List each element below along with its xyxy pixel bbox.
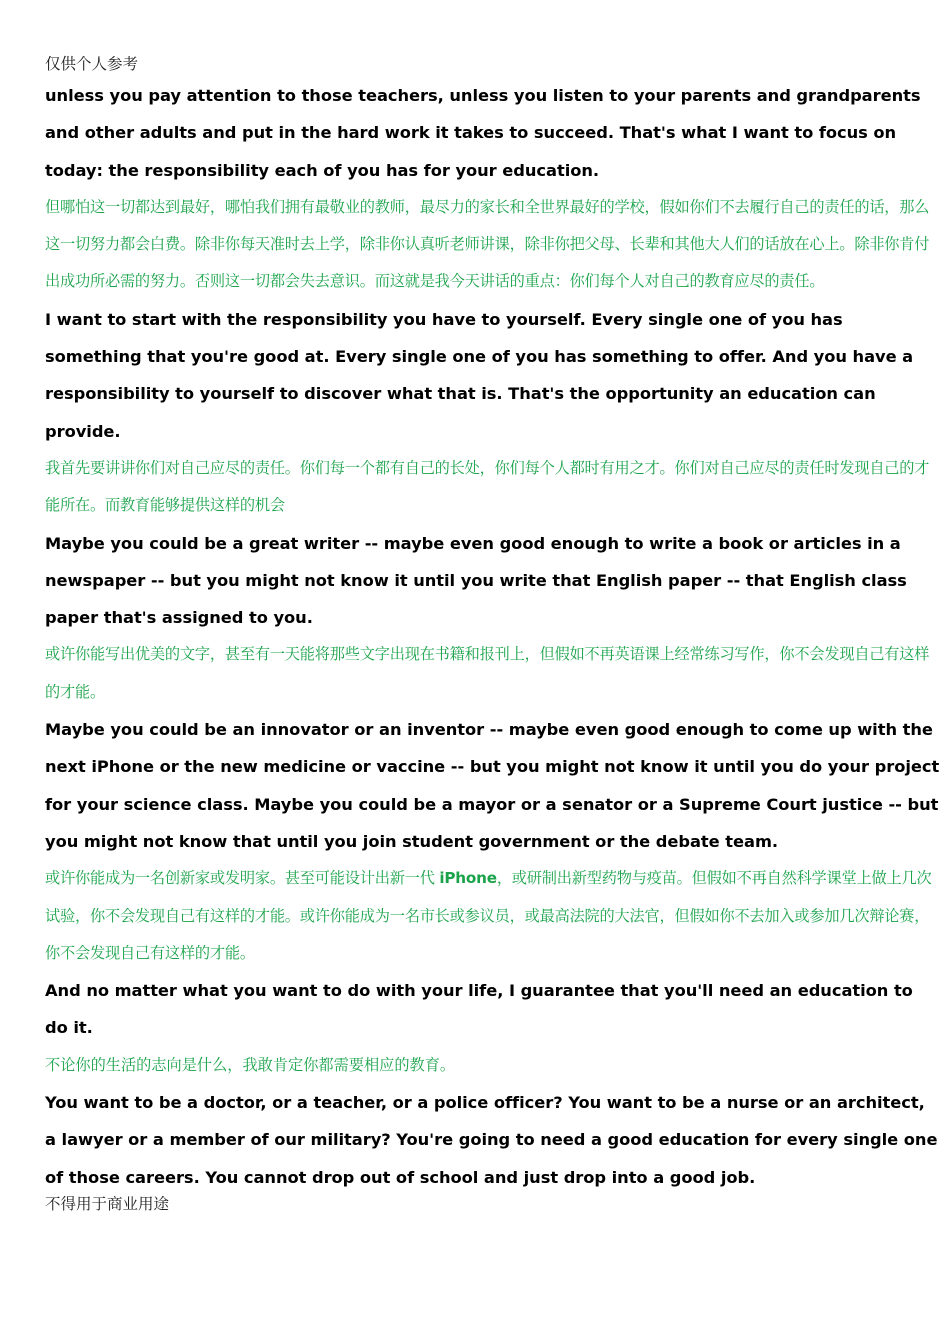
chinese-paragraph: 我首先要讲讲你们对自己应尽的责任。你们每一个都有自己的长处，你们每个人都时有用之才。你们对自己应尽的责任时发现自己的才能所在。而教育能够提供这样的机会 (45, 458, 930, 515)
chinese-text: ，或研制出新型药物与疫苗。但假如不再自然科学课堂上做上几次试验，你不会发现自己有这样的才能。或许你能成为一名市长或参议员，或最高法院的大法官，但假如你不去加入或参加几次辩论赛，你不会发现自己有这样的才能。 (45, 869, 932, 962)
page-footer: 不得用于商业用途 (45, 1194, 170, 1213)
page-header: 仅供个人参考 (45, 55, 139, 73)
english-paragraph: Maybe you could be an innovator or an inventor -- maybe even good enough to come up with the next iPhone or the new medicine or vaccine -- but you might not know it until you do your project for your science class. Maybe you could be a mayor or a senator or a Supreme Court justice -- but you might not know that until you join student government or the debate team. (45, 720, 940, 851)
iphone-term: iPhone (439, 869, 497, 888)
chinese-paragraph: 不论你的生活的志向是什么，我敢肯定你都需要相应的教育。 (45, 1055, 456, 1074)
chinese-paragraph (45, 860, 940, 972)
english-paragraph: And no matter what you want to do with your life, I guarantee that you'll need an education to do it. (45, 981, 913, 1038)
english-paragraph: You want to be a doctor, or a teacher, or a police officer? You want to be a nurse or an architect, a lawyer or a member of our military? You're going to need a good education for every single one of those careers. You cannot drop out of school and just drop into a good job. (45, 1093, 938, 1187)
chinese-text: 或许你能成为一名创新家或发明家。甚至可能设计出新一代 (45, 869, 440, 888)
english-paragraph: Maybe you could be a great writer -- maybe even good enough to write a book or articles in a newspaper -- but you might not know it until you write that English paper -- that English class paper that's assigned to you. (45, 533, 907, 628)
document-page (45, 52, 940, 1216)
chinese-paragraph: 但哪怕这一切都达到最好，哪怕我们拥有最敬业的教师，最尽力的家长和全世界最好的学校，假如你们不去履行自己的责任的话，那么这一切努力都会白费。除非你每天准时去上学，除非你认真听老师讲课，除非你把父母、长辈和其他大人们的话放在心上。除非你肯付出成功所必需的努力。否则这一切都会失去意识。而这就是我今天讲话的重点：你们每个人对自己的教育应尽的责任。 (45, 197, 930, 291)
chinese-paragraph: 或许你能写出优美的文字，甚至有一天能将那些文字出现在书籍和报刊上，但假如不再英语课上经常练习写作，你不会发现自己有这样的才能。 (45, 645, 930, 701)
english-paragraph: I want to start with the responsibility you have to yourself. Every single one of you has something that you're good at. Every single one of you has something to offer. And you have a responsibility to yourself to discover what that is. That's the opportunity an education can provide. (45, 309, 914, 441)
english-paragraph: unless you pay attention to those teachers, unless you listen to your parents and grandparents and other adults and put in the hard work it takes to succeed. That's what I want to focus on today: the responsibility each of you has for your education. (45, 86, 921, 180)
